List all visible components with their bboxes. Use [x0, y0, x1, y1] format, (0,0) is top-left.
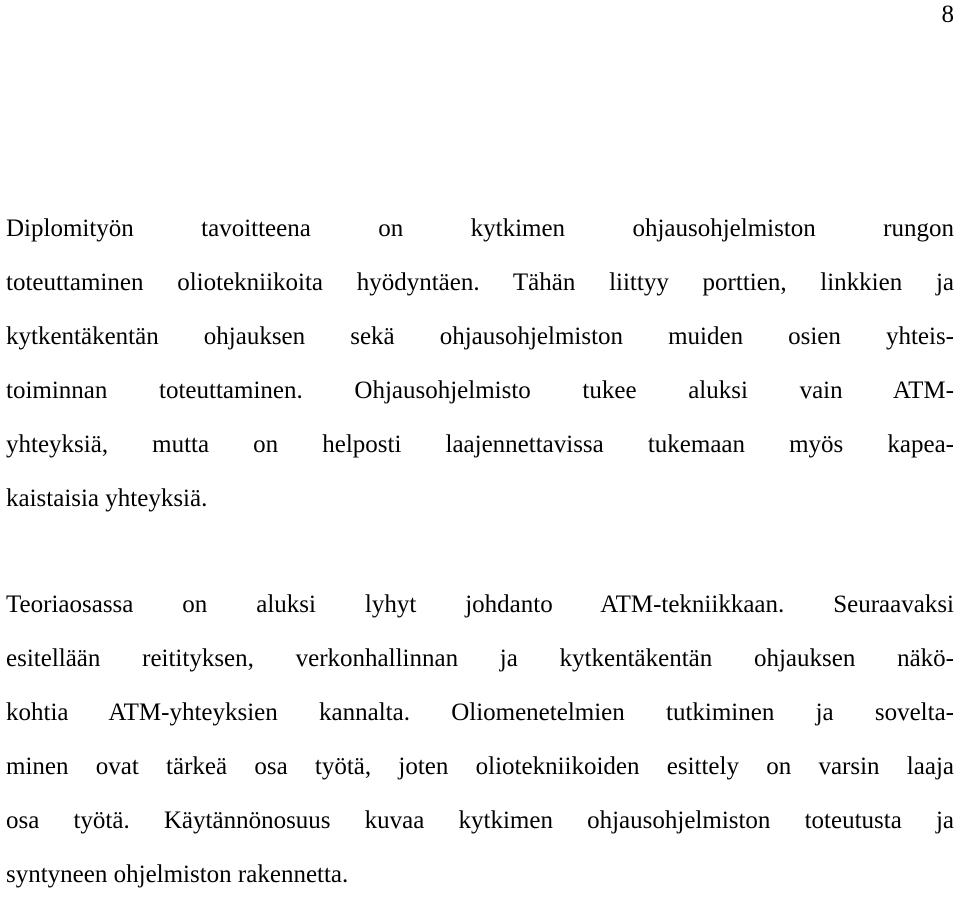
page-number: 8 [941, 1, 954, 28]
text-line: minen ovat tärkeä osa työtä, joten oliotekniikoiden esittely on varsin laaja [6, 753, 954, 780]
text-line: osa työtä. Käytännönosuus kuvaa kytkimen ohjausohjelmiston toteutusta ja [6, 807, 954, 834]
text-line: Diplomityön tavoitteena on kytkimen ohjausohjelmiston rungon [6, 215, 954, 242]
text-line: kytkentäkentän ohjauksen sekä ohjausohjelmiston muiden osien yhteis- [6, 323, 954, 350]
text-line: kohtia ATM-yhteyksien kannalta. Oliomenetelmien tutkiminen ja sovelta- [6, 699, 954, 726]
paragraph-2 [6, 590, 954, 914]
text-line: Teoriaosassa on aluksi lyhyt johdanto ATM-tekniikkaan. Seuraavaksi [6, 591, 954, 618]
text-line: toiminnan toteuttaminen. Ohjausohjelmisto tukee aluksi vain ATM- [6, 377, 954, 404]
paragraph-1 [6, 214, 954, 538]
text-line: syntyneen ohjelmiston rakennetta. [6, 861, 349, 888]
text-line: yhteyksiä, mutta on helposti laajennettavissa tukemaan myös kapea- [6, 431, 954, 458]
text-line: esitellään reitityksen, verkonhallinnan ja kytkentäkentän ohjauksen näkö- [6, 645, 954, 672]
text-line: toteuttaminen oliotekniikoita hyödyntäen. Tähän liittyy porttien, linkkien ja [6, 269, 954, 296]
text-line: kaistaisia yhteyksiä. [6, 485, 208, 512]
